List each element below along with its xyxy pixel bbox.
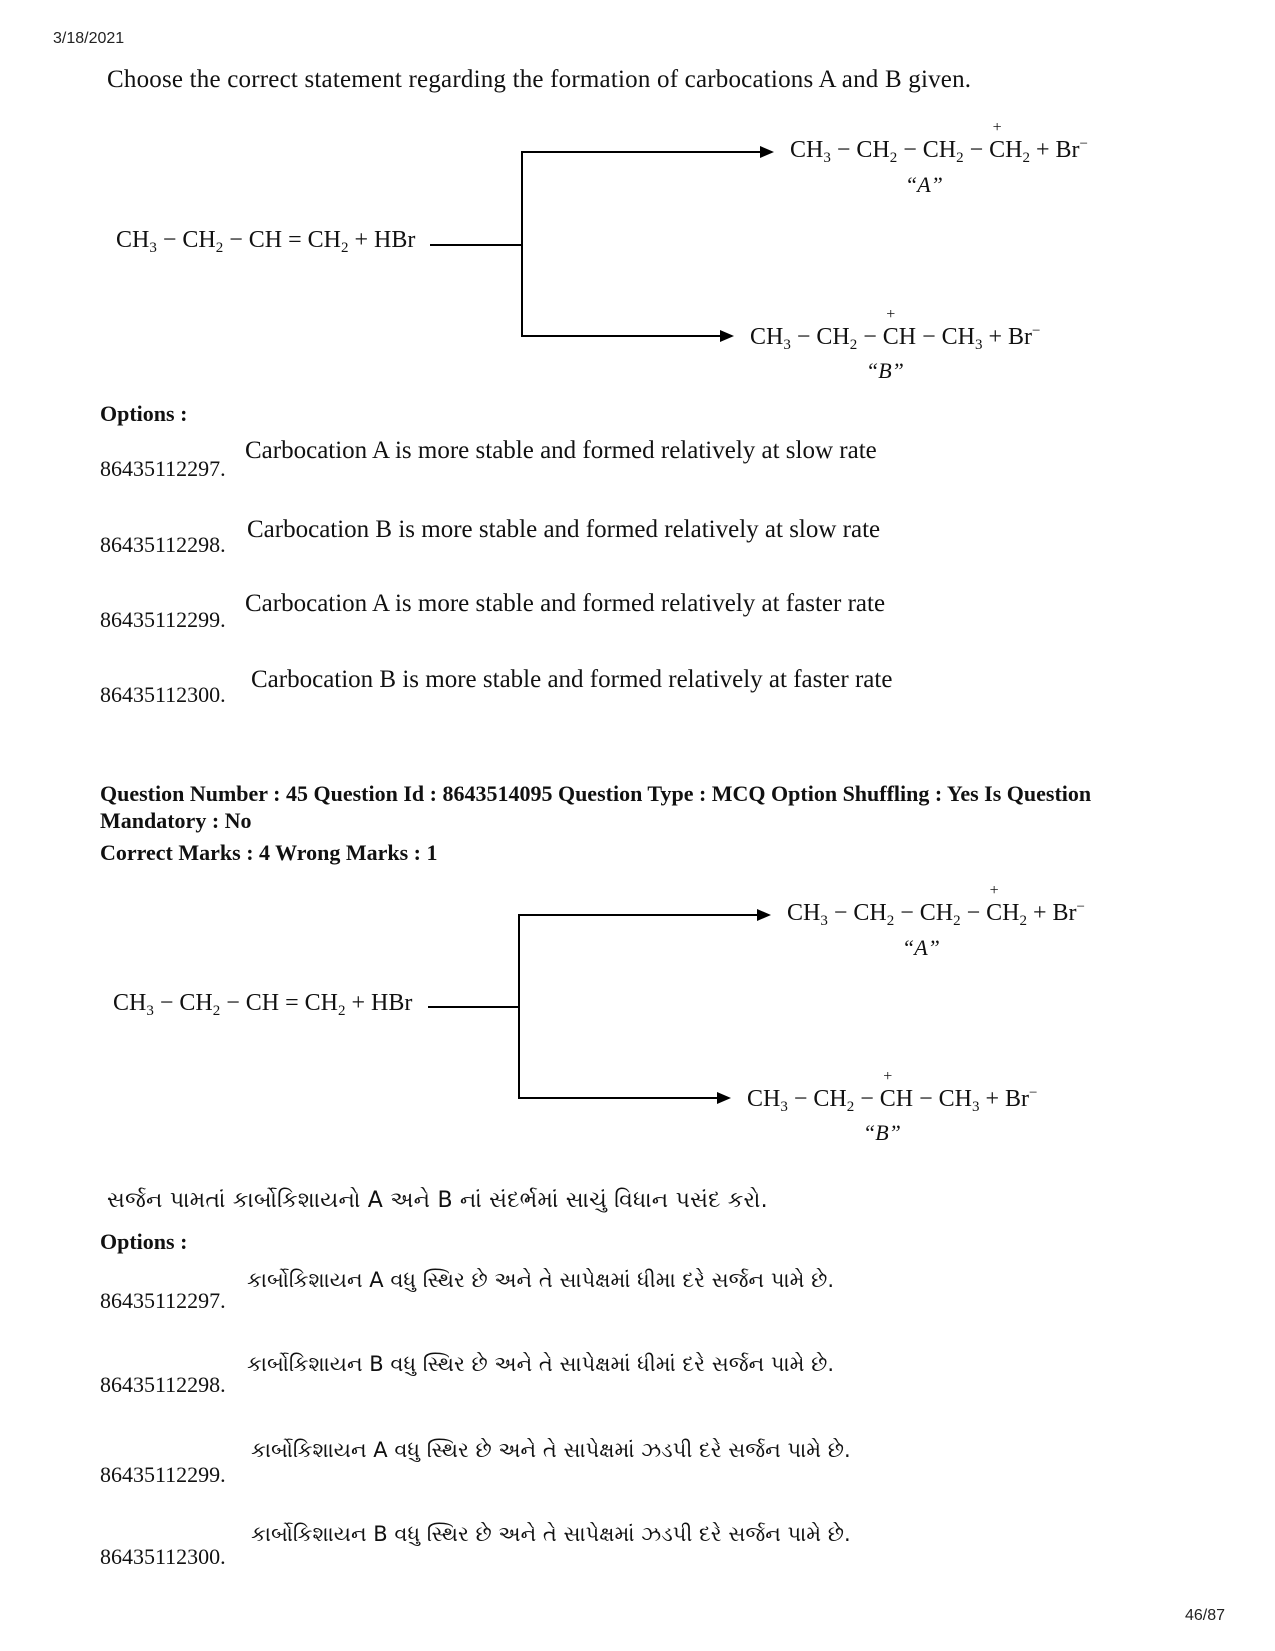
option-id: 86435112300. [100,682,226,707]
option-id: 86435112298. [100,532,226,557]
option-text: Carbocation B is more stable and formed relatively at faster rate [251,666,893,693]
options-label: Options : [100,1229,188,1254]
option-text: કાર્બોકિશાયન A વધુ સ્થિર છે અને તે સાપેક્ષમાં ઝડપી દરે સર્જન પામે છે. [251,1438,851,1462]
option-text: કાર્બોકિશાયન A વધુ સ્થિર છે અને તે સાપેક્ષમાં ધીમા દરે સર્જન પામે છે. [247,1268,835,1292]
product-b-formula: $CH_3 - CH_2$ − + CH − $CH_3 + Br^-$ [747,1085,1038,1116]
options-label: Options : [100,401,188,426]
option-id: 86435112300. [100,1544,226,1569]
option-text: કાર્બોકિશાયન B વધુ સ્થિર છે અને તે સાપેક્ષમાં ધીમાં દરે સર્જન પામે છે. [247,1352,835,1376]
reactant-formula: $CH_3 - CH_2$ − CH = $CH_2$ + HBr [113,990,413,1019]
option-text: Carbocation A is more stable and formed relatively at faster rate [245,590,886,617]
question-meta-line2: Mandatory : No [100,808,252,833]
marks-line: Correct Marks : 4 Wrong Marks : 1 [100,840,438,865]
reactant-formula: $CH_3 - CH_2$ − CH = $CH_2$ + HBr [116,227,416,256]
label-b: “B” [863,1120,901,1145]
option-text: Carbocation A is more stable and formed relatively at slow rate [245,437,877,464]
option-id: 86435112299. [100,607,226,632]
option-text: Carbocation B is more stable and formed relatively at slow rate [247,516,881,543]
label-a: “A” [905,172,943,197]
print-date: 3/18/2021 [53,30,125,47]
option-id: 86435112297. [100,456,226,481]
product-b-formula: $CH_3 - CH_2$ − + CH − $CH_3 + Br^-$ [750,323,1041,354]
question-meta-line1: Question Number : 45 Question Id : 8643514095 Question Type : MCQ Option Shuffling : Yes Is Question [100,781,1092,806]
option-id: 86435112298. [100,1372,226,1397]
question-text-gu: સર્જન પામતાં કાર્બોકિશાયનો A અને B નાં સંદર્ભમાં સાચું વિધાન પસંદ કરો. [107,1188,768,1213]
option-id: 86435112297. [100,1288,226,1313]
product-a-formula: $CH_3 - CH_2 - CH_2$ − + $CH_2 + Br^-$ [787,899,1085,930]
option-id: 86435112299. [100,1462,226,1487]
question-text-en: Choose the correct statement regarding the formation of carbocations A and B given. [107,66,972,93]
option-text: કાર્બોકિશાયન B વધુ સ્થિર છે અને તે સાપેક્ષમાં ઝડપી દરે સર્જન પામે છે. [251,1522,851,1546]
product-a-formula: $CH_3 - CH_2 - CH_2$ − + $CH_2 + Br^-$ [790,136,1088,167]
label-b: “B” [866,358,904,383]
page-number: 46/87 [1185,1607,1226,1624]
label-a: “A” [902,935,940,960]
